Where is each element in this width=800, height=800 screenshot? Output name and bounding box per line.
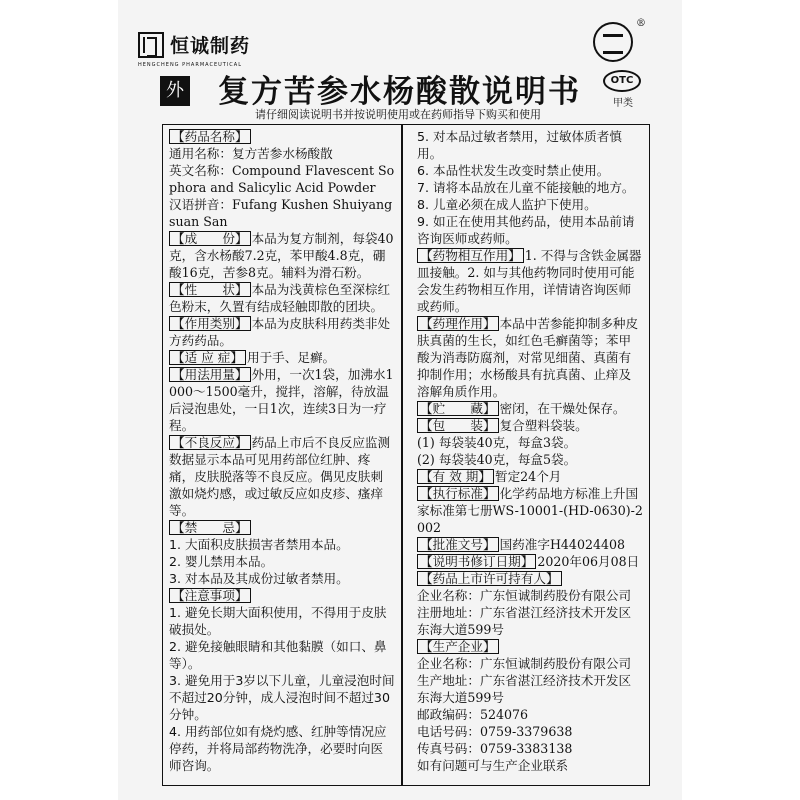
right-column <box>417 128 643 774</box>
contraindication-label: 【禁 忌】 <box>169 520 251 535</box>
logo-subtext: HENGCHENG PHARMACEUTICAL <box>138 62 242 68</box>
composition-text: 本品为复方制剂，每袋40克，含水杨酸7.2克，苯甲酸4.8克，硼酸16克，苦参8克。辅料为滑石粉。 <box>169 231 394 280</box>
phone-number: 电话号码：0759-3379638 <box>417 724 573 739</box>
precaution-item: 8. 儿童必须在成人监护下使用。 <box>417 197 597 212</box>
maker-address: 生产地址：广东省湛江经济技术开发区东海大道599号 <box>417 673 632 705</box>
standard-text: 化学药品地方标准上升国家标准第七册WS-10001-(HD-0630)-2002 <box>417 486 643 535</box>
standard-label: 【执行标准】 <box>417 486 499 501</box>
contact-footer: 如有问题可与生产企业联系 <box>417 758 569 773</box>
precaution-item: 2. 避免接触眼睛和其他黏膜（如口、鼻等）。 <box>169 639 387 671</box>
interaction-label: 【药物相互作用】 <box>417 248 524 263</box>
document-subtitle: 请仔细阅读说明书并按说明使用或在药师指导下购买和使用 <box>255 108 541 121</box>
package-item: (2) 每袋装40克，每盒5袋。 <box>417 452 577 467</box>
storage-label: 【贮 藏】 <box>417 401 499 416</box>
precaution-item: 6. 本品性状发生改变时禁止使用。 <box>417 163 610 178</box>
usage-text: 外用，一次1袋，加沸水1000～1500毫升，搅拌，溶解，待放温后浸泡患处，一日1次，连续3日为一疗程。 <box>169 367 394 433</box>
postal-code: 邮政编码：524076 <box>417 707 529 722</box>
appearance-text: 本品为浅黄棕色至深棕红色粉末，久置有结成轻触即散的团块。 <box>169 282 391 314</box>
appearance-label: 【性 状】 <box>169 282 251 297</box>
usage-label: 【用法用量】 <box>169 367 251 382</box>
validity-label: 【有 效 期】 <box>417 469 494 484</box>
drug-name-header: 【药品名称】 <box>169 129 251 144</box>
storage-text: 密闭，在干燥处保存。 <box>499 401 626 416</box>
holder-address: 注册地址：广东省湛江经济技术开发区东海大道599号 <box>417 605 632 637</box>
generic-name: 通用名称：复方苦参水杨酸散 <box>169 146 333 161</box>
precaution-item: 5. 对本品过敏者禁用，过敏体质者慎用。 <box>417 129 622 161</box>
document-title: 复方苦参水杨酸散说明书 <box>218 74 581 110</box>
precaution-item: 9. 如正在使用其他药品，使用本品前请咨询医师或药师。 <box>417 214 635 246</box>
precautions-label: 【注意事项】 <box>169 588 251 603</box>
fax-number: 传真号码：0759-3383138 <box>417 741 573 756</box>
column-divider <box>401 124 403 786</box>
precaution-item: 1. 避免长期大面积使用，不得用于皮肤破损处。 <box>169 605 387 637</box>
revision-label: 【说明书修订日期】 <box>417 554 536 569</box>
contraindication-item: 3. 对本品及其成份过敏者禁用。 <box>169 571 349 586</box>
left-column <box>169 128 395 774</box>
pinyin-name: 汉语拼音：Fufang Kushen Shuiyangsuan San <box>169 197 393 229</box>
validity-text: 暂定24个月 <box>494 469 562 484</box>
logo-mark-icon <box>138 32 164 58</box>
category-text: 本品为皮肤科用药类非处方药药品。 <box>169 316 391 348</box>
holder-name: 企业名称：广东恒诚制药股份有限公司 <box>417 588 632 603</box>
maker-name: 企业名称：广东恒诚制药股份有限公司 <box>417 656 632 671</box>
approval-text: 国药准字H44024408 <box>499 537 626 552</box>
external-use-badge: 外 <box>160 76 190 106</box>
otc-class: 甲类 <box>613 98 633 109</box>
registered-mark: ® <box>636 18 646 29</box>
approval-label: 【批准文号】 <box>417 537 499 552</box>
package-label: 【包 装】 <box>417 418 499 433</box>
pharmacology-text: 本品中苦参能抑制多种皮肤真菌的生长，如红色毛癣菌等；苯甲酸为消毒防腐剂，对常见细菌、真菌有抑制作用；水杨酸具有抗真菌、止痒及溶解角质作用。 <box>417 316 639 399</box>
logo-text: 恒诚制药 <box>170 35 251 57</box>
indication-text: 用于手、足癣。 <box>246 350 336 365</box>
precaution-item: 3. 避免用于3岁以下儿童，儿童浸泡时间不超过20分钟，成人浸泡时间不超过30分钟。 <box>169 673 395 722</box>
license-holder-label: 【药品上市许可持有人】 <box>417 571 562 586</box>
package-item: (1) 每袋装40克，每盒3袋。 <box>417 435 577 450</box>
otc-badge: OTC <box>603 70 641 92</box>
english-name: 英文名称：Compound Flavescent Sophora and Salicylic Acid Powder <box>169 163 395 195</box>
revision-text: 2020年06月08日 <box>537 554 640 569</box>
manufacturer-label: 【生产企业】 <box>417 639 499 654</box>
interaction-text: 1. 不得与含铁金属器皿接触。2. 如与其他药物同时使用可能会发生药物相互作用，详情请咨询医师或药师。 <box>417 248 642 314</box>
pharmacology-label: 【药理作用】 <box>417 316 499 331</box>
package-text: 复合塑料袋装。 <box>499 418 588 433</box>
composition-label: 【成 份】 <box>169 231 251 246</box>
precaution-item: 4. 用药部位如有烧灼感、红肿等情况应停药，并将局部药物洗净，必要时向医师咨询。 <box>169 724 387 773</box>
adverse-text: 药品上市后不良反应监测数据显示本品可见用药部位红肿、疼痛，皮肤脱落等不良反应。偶见皮肤刺激如烧灼感，或过敏反应如皮疹、瘙痒等。 <box>169 435 391 518</box>
contraindication-item: 1. 大面积皮肤损害者禁用本品。 <box>169 537 349 552</box>
trademark-emblem-icon <box>593 22 633 62</box>
adverse-label: 【不良反应】 <box>169 435 251 450</box>
category-label: 【作用类别】 <box>169 316 251 331</box>
contraindication-item: 2. 婴儿禁用本品。 <box>169 554 274 569</box>
indication-label: 【适 应 症】 <box>169 350 246 365</box>
company-logo <box>138 32 268 68</box>
precaution-item: 7. 请将本品放在儿童不能接触的地方。 <box>417 180 635 195</box>
